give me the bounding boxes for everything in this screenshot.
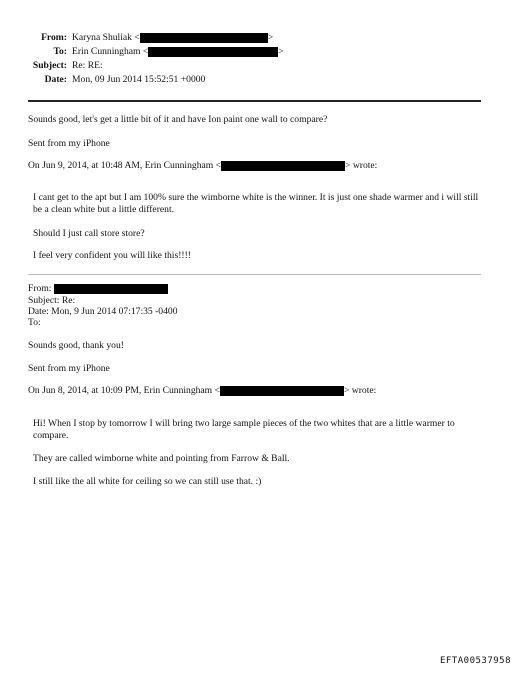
date-label: Date: [44,74,67,85]
header-to-row [0,46,512,60]
signature: Sent from my iPhone [28,138,110,149]
fwd-from-label: From: [28,283,52,294]
header-subject-row [0,60,512,74]
to-name: Erin Cunningham < [72,46,149,57]
quoted-paragraph: They are called wimborne white and pointing from Farrow & Ball. [33,453,290,464]
subject-label: Subject: [32,60,67,71]
to-label: To: [53,46,67,57]
quoted-paragraph: I cant get to the apt but I am 100% sure the wimborne white is the winner. It is just one shade warmer and i will still be a clean white but a little different. [33,192,479,215]
quote-attribution [28,385,484,397]
document-id: EFTA00537958 [440,656,512,666]
attribution-suffix: > wrote: [345,160,378,171]
attribution-text: On Jun 9, 2014, at 10:48 AM, Erin Cunningham < [28,160,222,171]
redaction-block [220,386,344,396]
quoted-paragraph: I feel very confident you will like this!!!! [33,250,191,261]
from-label: From: [41,32,67,43]
quoted-paragraph: Should I just call store store? [33,228,145,239]
to-value [72,46,284,58]
header-divider [28,100,481,102]
redaction-block [54,284,168,294]
reply-text: Sounds good, thank you! [28,340,124,351]
from-value [72,32,273,44]
subject-value: Re: RE: [72,60,103,71]
redaction-block [221,161,345,171]
to-close: > [278,46,284,57]
email-header [0,32,512,88]
redaction-block [140,33,268,43]
from-name: Karyna Shuliak < [72,32,140,43]
forwarded-subject: Subject: Re: [28,295,76,306]
forwarded-date: Date: Mon, 9 Jun 2014 07:17:35 -0400 [28,306,178,317]
reply-text: Sounds good, let's get a little bit of it and have Ion paint one wall to compare? [28,114,328,125]
quoted-paragraph: Hi! When I stop by tomorrow I will bring two large sample pieces of the two whites that are a little warmer to compare. [33,418,455,441]
signature: Sent from my iPhone [28,363,110,374]
forwarded-to: To: [28,317,41,328]
quote-attribution [28,160,484,172]
date-value: Mon, 09 Jun 2014 15:52:51 +0000 [72,74,206,85]
quote-divider [28,274,481,275]
attribution-suffix: > wrote: [343,385,377,396]
quoted-paragraph: I still like the all white for ceiling so we can still use that. :) [33,476,262,487]
attribution-text: On Jun 8, 2014, at 10:09 PM, Erin Cunningham < [28,385,220,396]
from-close: > [267,32,274,43]
header-from-row [0,32,512,46]
header-date-row [0,74,512,88]
redaction-block [148,47,278,57]
forwarded-from [28,283,484,295]
